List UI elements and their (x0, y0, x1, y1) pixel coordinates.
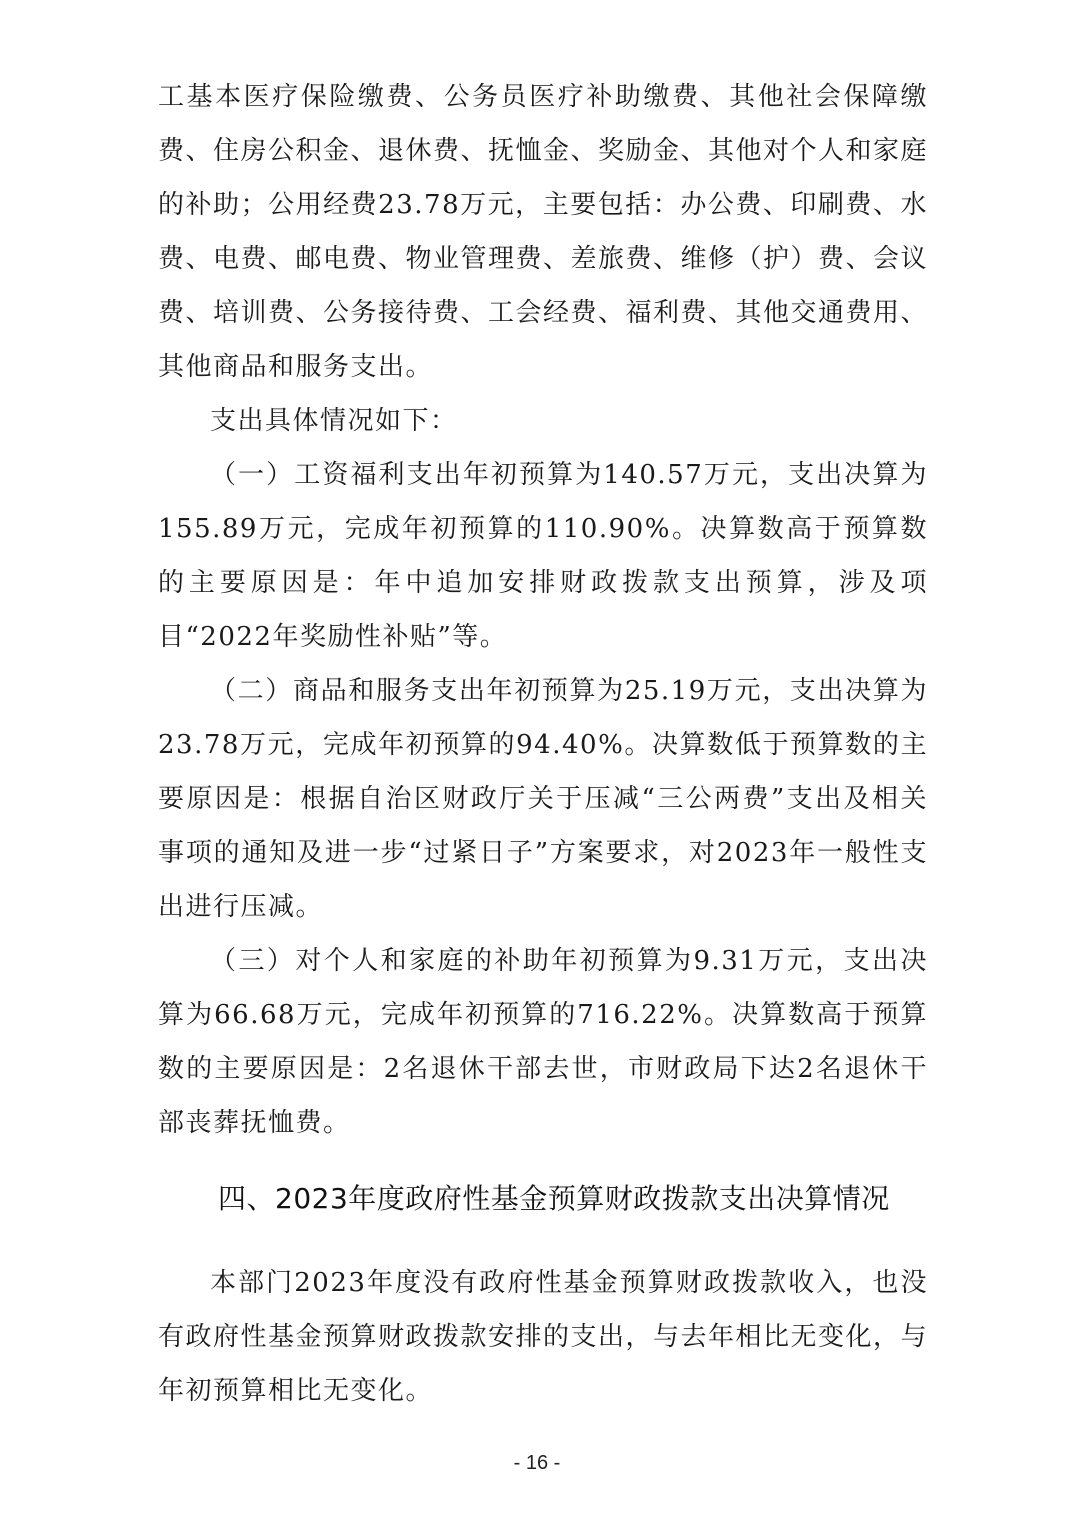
body-paragraph-item-3: （三）对个人和家庭的补助年初预算为9.31万元，支出决算为66.68万元，完成年初预算的716.22%。决算数高于预算数的主要原因是：2名退休干部去世，市财政局下达2名退休干部丧葬抚恤费。 (158, 946, 928, 1138)
body-paragraph-item-2: （二）商品和服务支出年初预算为25.19万元，支出决算为23.78万元，完成年初预算的94.40%。决算数低于预算数的主要原因是：根据自治区财政厅关于压减“三公两费”支出及相关事项的通知及进一步“过紧日子”方案要求，对2023年一般性支出进行压减。 (158, 676, 928, 922)
body-paragraph-section-4: 本部门2023年度没有政府性基金预算财政拨款收入，也没有政府性基金预算财政拨款安排的支出，与去年相比无变化，与年初预算相比无变化。 (158, 1268, 929, 1406)
body-paragraph-item-1: （一）工资福利支出年初预算为140.57万元，支出决算为155.89万元，完成年初预算的110.90%。决算数高于预算数的主要原因是：年中追加安排财政拨款支出预算，涉及项目“2022年奖励性补贴”等。 (158, 460, 928, 652)
page-number: - 16 - (513, 1452, 561, 1474)
body-paragraph-intro: 支出具体情况如下： (210, 406, 458, 436)
section-heading-4: 四、2023年度政府性基金预算财政拨款支出决算情况 (218, 1182, 890, 1215)
body-paragraph-continued: 工基本医疗保险缴费、公务员医疗补助缴费、其他社会保障缴费、住房公积金、退休费、抚恤金、奖励金、其他对个人和家庭的补助；公用经费23.78万元，主要包括：办公费、印刷费、水费、电费、邮电费、物业管理费、差旅费、维修（护）费、会议费、培训费、公务接待费、工会经费、福利费、其他交通费用、其他商品和服务支出。 (158, 82, 929, 382)
